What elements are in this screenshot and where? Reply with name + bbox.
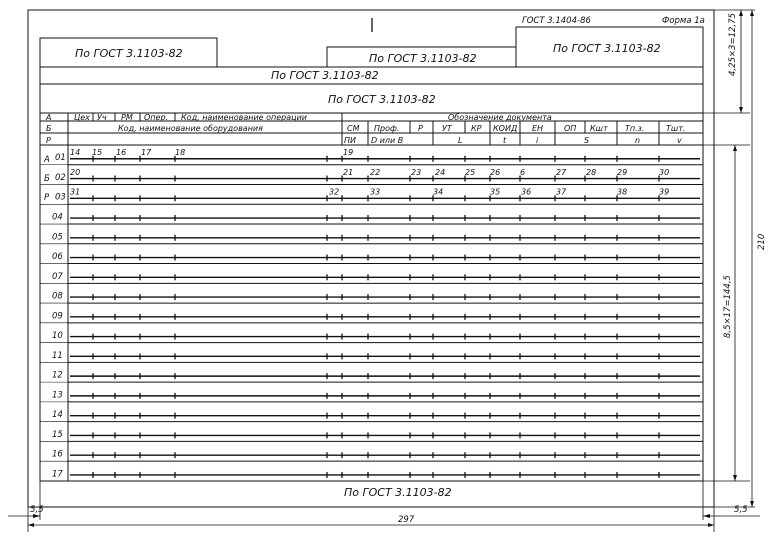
- row-label: 04: [52, 212, 63, 223]
- row-label: 10: [52, 331, 63, 342]
- cell-number: 22: [370, 167, 381, 177]
- row-label: 13: [52, 390, 63, 401]
- cell-number: 25: [465, 167, 476, 177]
- cell-number: 32: [329, 187, 340, 197]
- cell-number: 33: [370, 187, 381, 197]
- cell-number: 38: [617, 187, 628, 197]
- hdr-pi: ПИ: [344, 136, 356, 145]
- cell-number: 18: [175, 148, 186, 157]
- cell-number: 20: [70, 167, 81, 177]
- cell-number: 34: [433, 187, 444, 197]
- hdr-d-or-b: D или В: [371, 136, 404, 145]
- hdr-ksht: Кшт: [590, 124, 608, 133]
- hdr-oper: Опер.: [144, 113, 169, 122]
- cell-number: 14: [70, 148, 81, 157]
- row-label: 01: [55, 153, 66, 164]
- prefix-b: Б: [46, 124, 52, 133]
- form-name: Форма 1а: [662, 16, 705, 26]
- cell-number: 30: [659, 167, 670, 177]
- ref-text-row2: По ГОСТ 3.1103-82: [328, 93, 436, 106]
- hdr-ceh: Цех: [74, 113, 90, 122]
- cell-number: 15: [92, 148, 103, 157]
- hdr-t: t: [503, 136, 507, 145]
- cell-number: 21: [343, 167, 354, 177]
- hdr-tpz: Тп.з.: [625, 124, 645, 133]
- hdr-uch: Уч: [97, 113, 107, 122]
- cell-number: 6: [520, 167, 526, 177]
- ref-text-bottom: По ГОСТ 3.1103-82: [344, 486, 452, 499]
- hdr-tsht: Тшт.: [666, 124, 686, 133]
- hdr-op-name: Код, наименование операции: [181, 113, 307, 122]
- hdr-i: i: [536, 136, 539, 145]
- hdr-koid: КОИД: [493, 124, 518, 133]
- prefix-a: А: [46, 113, 52, 122]
- row-label: 09: [52, 311, 63, 322]
- hdr-l: L: [458, 136, 463, 145]
- hdr-ut: УТ: [442, 124, 452, 133]
- row-label: 16: [52, 449, 63, 460]
- hdr-r: Р: [418, 124, 423, 133]
- cell-number: 28: [586, 167, 597, 177]
- row-label: 06: [52, 252, 63, 263]
- hdr-prof: Проф.: [374, 124, 400, 133]
- hdr-doc: Обозначение документа: [448, 113, 552, 122]
- row-label: 14: [52, 410, 63, 421]
- hdr-op: ОП: [564, 124, 577, 133]
- row-label: 11: [52, 350, 63, 361]
- form-standard: ГОСТ 3.1404-86: [522, 16, 591, 26]
- cell-number: 26: [490, 167, 501, 177]
- row-label: 12: [52, 370, 63, 381]
- dim-top-height: 4,25×3=12,75: [728, 13, 738, 76]
- ref-text-right: По ГОСТ 3.1103-82: [553, 42, 661, 55]
- prefix-r: Р: [46, 136, 51, 145]
- cell-number: 24: [435, 167, 446, 177]
- sheet-border: [28, 10, 714, 507]
- cell-number: 19: [343, 148, 354, 157]
- ref-text-middle: По ГОСТ 3.1103-82: [369, 52, 477, 65]
- hdr-rm: РМ: [121, 113, 133, 122]
- dim-total-height: 210: [757, 233, 767, 250]
- cell-number: 23: [411, 167, 422, 177]
- row-label: 05: [52, 232, 63, 243]
- row2-prefix: Б: [44, 174, 50, 184]
- cell-number: 35: [490, 187, 501, 197]
- row-label: 03: [55, 192, 66, 203]
- row-label: 08: [52, 291, 63, 302]
- ref-text-row1: По ГОСТ 3.1103-82: [271, 69, 379, 82]
- cell-number: 16: [116, 148, 127, 157]
- cell-number: 17: [141, 148, 152, 157]
- cell-number: 39: [659, 187, 670, 197]
- row1-prefix: А: [44, 155, 50, 165]
- hdr-s: S: [584, 136, 590, 145]
- dim-row-height: 8,5×17=144,5: [723, 275, 733, 338]
- hdr-n: n: [635, 136, 641, 145]
- cell-number: 31: [70, 187, 81, 197]
- row3-prefix: Р: [44, 193, 50, 203]
- dim-margin-right: 5,5: [734, 505, 748, 515]
- hdr-sm: СМ: [347, 124, 360, 133]
- dim-width: 297: [398, 515, 415, 525]
- row-label: 07: [52, 271, 63, 282]
- cell-number: 37: [556, 187, 567, 197]
- ref-text-left: По ГОСТ 3.1103-82: [75, 47, 183, 60]
- row-label: 15: [52, 429, 63, 440]
- cell-number: 27: [556, 167, 567, 177]
- row-label: 17: [52, 469, 63, 480]
- hdr-v: v: [677, 136, 682, 145]
- row-label: 02: [55, 172, 66, 183]
- cell-number: 29: [617, 167, 628, 177]
- cell-number: 36: [521, 187, 532, 197]
- dim-margin-left: 5,5: [30, 505, 44, 515]
- hdr-kr: КР: [471, 124, 482, 133]
- hdr-equipment: Код, наименование оборудования: [118, 124, 263, 133]
- hdr-en: ЕН: [532, 124, 544, 133]
